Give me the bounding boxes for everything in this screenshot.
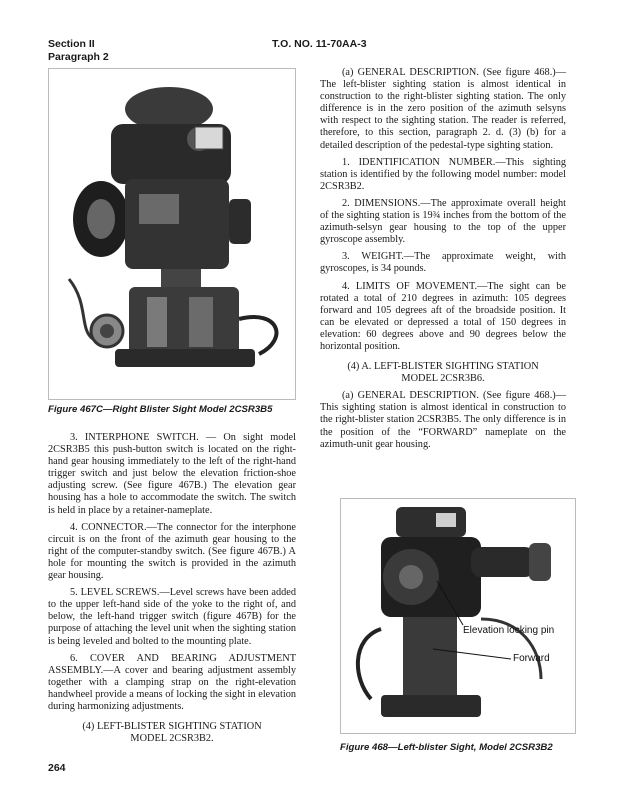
section-4a-heading: (4) A. LEFT-BLISTER SIGHTING STATION (347, 361, 539, 373)
forward-callout: Forward (513, 653, 550, 664)
figure-468-caption: Figure 468—Left-blister Sight, Model 2CSR3B2 (340, 742, 553, 753)
identification-number-paragraph: 1. IDENTIFICATION NUMBER.—This sighting station is identified by the following model number: model 2CSR3B2. (320, 156, 566, 192)
weight-paragraph: 3. WEIGHT.—The approximate weight, with gyroscopes, is 34 pounds. (320, 251, 566, 275)
sight-machine-illustration (49, 69, 295, 399)
section-label: Section II (48, 38, 95, 50)
left-column (48, 432, 296, 750)
dimensions-paragraph: 2. DIMENSIONS.—The approximate overall height of the sighting station is 19¾ inches from the bottom of the azimuth-selsyn gear housing to the top of the upper gyroscope assembly. (320, 197, 566, 246)
left-blister-sight-illustration (341, 499, 575, 733)
level-screws-paragraph: 5. LEVEL SCREWS.—Level screws have been added to the upper left-hand side of the yoke to the right of, and below, the left-hand trigger switch (figure 467B) for the purpose of attaching the level unit when the sighting station is being leveled and bolted to the mounting plate. (48, 587, 296, 647)
limits-of-movement-paragraph: 4. LIMITS OF MOVEMENT.—The sight can be rotated a total of 210 degrees in azimuth: 105 degrees forward and 105 degrees aft of the broadside position. It can be elevated or depressed a total of 150 degrees in elevation: 60 degrees above and 90 degrees below the horizontal position. (320, 280, 566, 352)
section-4-heading-model: MODEL 2CSR3B2. (130, 733, 214, 745)
general-description-paragraph: (a) GENERAL DESCRIPTION. (See figure 468.)—The left-blister sighting station is almost identical in construction to the right-blister sighting station. The only difference is in the zero position of the azimuth selsyns with respect to the sighting station. The reader is referred, therefore, to this section, paragraph 2. d. (3) (b) for a detailed description of the pedestal-type sighting station. (320, 67, 566, 151)
paragraph-label: Paragraph 2 (48, 51, 109, 63)
interphone-switch-paragraph: 3. INTERPHONE SWITCH. — On sight model 2CSR3B5 this push-button switch is located on the right-hand gear housing immediately to the left of the right-hand trigger switch and just below the elevation friction-shoe adjusting screw. (See figure 467B.) The elevation gear housing has a hole to accommodate the switch. The switch is held in place by a retainer-nameplate. (48, 432, 296, 516)
section-4a-heading-model: MODEL 2CSR3B6. (401, 373, 485, 385)
cover-bearing-paragraph: 6. COVER AND BEARING ADJUSTMENT ASSEMBLY.—A cover and bearing adjustment assembly together with a clamping strap on the right-elevation handwheel provide a means of locking the sight in elevation during harmonizing adjustments. (48, 652, 296, 712)
right-column (320, 67, 566, 456)
figure-467c-photo (48, 68, 296, 400)
elevation-locking-pin-callout: Elevation locking pin (463, 625, 555, 636)
to-number: T.O. NO. 11-70AA-3 (272, 38, 367, 50)
figure-467c-caption: Figure 467C—Right Blister Sight Model 2CSR3B5 (48, 404, 273, 415)
page-number: 264 (48, 762, 66, 774)
running-header-left (48, 38, 109, 64)
connector-paragraph: 4. CONNECTOR.—The connector for the interphone circuit is on the front of the azimuth gear housing to the right of the computer-standby switch. (See figure 467B.) A hole for mounting the switch is provided in the azimuth gear housing. (48, 521, 296, 582)
figure-468-photo (340, 498, 576, 734)
general-description-2-paragraph: (a) GENERAL DESCRIPTION. (See figure 468.)—This sighting station is almost identical in construction to the right-blister station 2CSR3B5. The only difference is in the position of the “FORWARD” nameplate on the azimuth-unit gear housing. (320, 390, 566, 450)
section-4-heading: (4) LEFT-BLISTER SIGHTING STATION (82, 721, 262, 733)
